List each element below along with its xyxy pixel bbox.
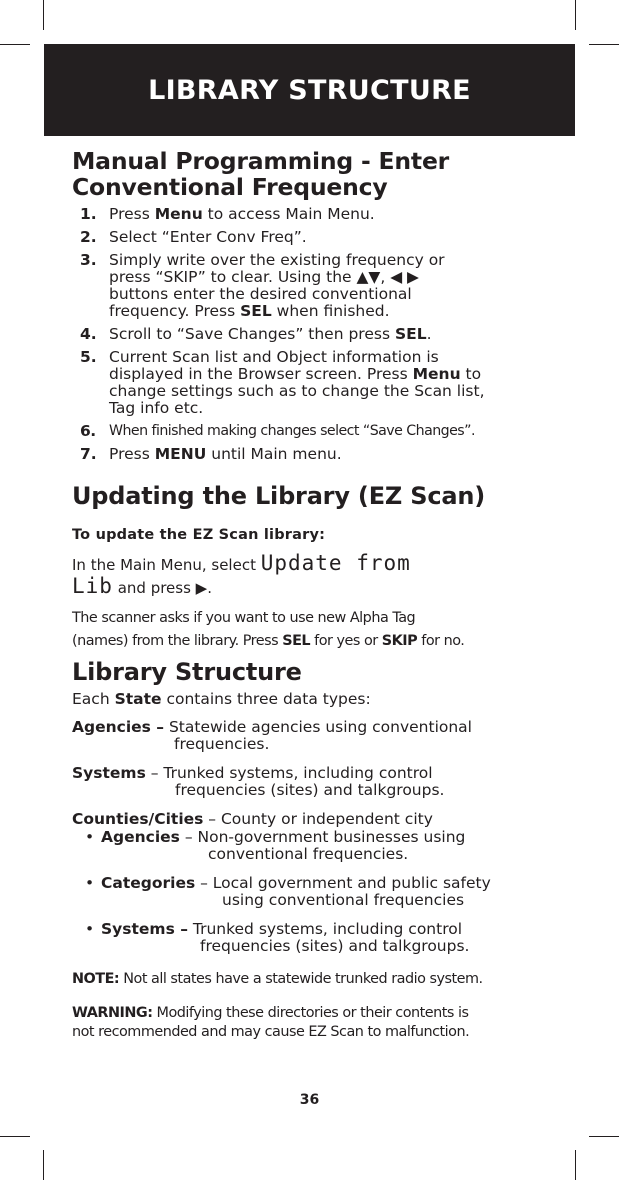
crop-mark bbox=[0, 44, 30, 45]
bullet-dot: • bbox=[85, 874, 95, 892]
para-text: (names) from the library. Press bbox=[72, 633, 283, 649]
step-item bbox=[72, 252, 552, 320]
bullet-item bbox=[72, 829, 552, 863]
step-text: Scroll to “Save Changes” then press bbox=[109, 325, 395, 343]
page-number: 36 bbox=[299, 1092, 320, 1108]
paragraph-update bbox=[72, 553, 552, 599]
step-text: Press bbox=[109, 445, 155, 463]
note bbox=[72, 970, 552, 989]
definition-text: frequencies (sites) and talkgroups. bbox=[175, 781, 445, 799]
page-content bbox=[72, 148, 552, 1042]
para-text: for no. bbox=[417, 633, 465, 649]
bullet-item bbox=[72, 875, 552, 909]
section-title-manual-programming bbox=[72, 148, 552, 200]
step-text: when finished. bbox=[271, 302, 390, 320]
step-text: frequency. Press bbox=[109, 302, 241, 320]
warning-text: not recommended and may cause EZ Scan to malfunction. bbox=[72, 1024, 470, 1040]
step-item bbox=[72, 229, 552, 246]
definition-text: – Non-government businesses using bbox=[179, 828, 466, 846]
definition-agencies bbox=[72, 719, 552, 753]
step-text: press “SKIP” to clear. Using the ▲▼, ◀ ▶ bbox=[109, 268, 419, 286]
step-key: Menu bbox=[412, 365, 461, 383]
step-key: MENU bbox=[154, 445, 207, 463]
crop-mark bbox=[43, 1150, 44, 1180]
step-text: to access Main Menu. bbox=[202, 205, 375, 223]
definition-text: frequencies (sites) and talkgroups. bbox=[200, 937, 470, 955]
step-number: 7. bbox=[80, 445, 97, 463]
crop-mark bbox=[0, 1136, 30, 1137]
warning-label: WARNING: bbox=[72, 1005, 153, 1021]
step-key: SEL bbox=[394, 325, 427, 343]
term: Agencies bbox=[101, 828, 180, 846]
step-number: 1. bbox=[80, 205, 97, 223]
step-item bbox=[72, 349, 552, 417]
definition-text: – Trunked systems, including control bbox=[145, 764, 433, 782]
crop-mark bbox=[589, 44, 619, 45]
steps-list bbox=[72, 206, 552, 463]
para-text: The scanner asks if you want to use new Alpha Tag bbox=[72, 610, 416, 626]
definition-text: Statewide agencies using conventional bbox=[164, 718, 472, 736]
title-line: Conventional Frequency bbox=[72, 173, 388, 201]
para-text: Each bbox=[72, 690, 115, 708]
definition-text: conventional frequencies. bbox=[208, 845, 409, 863]
definition-text: – County or independent city bbox=[203, 810, 433, 828]
step-text: until Main menu. bbox=[206, 445, 342, 463]
step-item bbox=[72, 446, 552, 463]
definition-counties bbox=[72, 811, 552, 828]
term: State bbox=[114, 690, 162, 708]
lcd-text: Lib bbox=[72, 574, 113, 598]
key-label: SKIP bbox=[381, 633, 418, 649]
term: Systems – bbox=[101, 920, 188, 938]
warning-text: Modifying these directories or their contents is bbox=[152, 1005, 469, 1021]
step-text: buttons enter the desired conventional bbox=[109, 285, 412, 303]
subsection-title: To update the EZ Scan library: bbox=[72, 527, 326, 543]
section-title-updating-library: Updating the Library (EZ Scan) bbox=[72, 482, 486, 510]
step-text: Simply write over the existing frequency or bbox=[109, 251, 445, 269]
step-text: Current Scan list and Object information is bbox=[109, 348, 439, 366]
bullet-dot: • bbox=[85, 920, 95, 938]
bullet-dot: • bbox=[85, 828, 95, 846]
step-key: Menu bbox=[154, 205, 203, 223]
definition-text: using conventional frequencies bbox=[222, 891, 465, 909]
step-number: 4. bbox=[80, 325, 97, 343]
note-text: Not all states have a statewide trunked radio system. bbox=[119, 971, 483, 987]
note-label: NOTE: bbox=[72, 971, 120, 987]
step-text: Press bbox=[109, 205, 155, 223]
para-text: contains three data types: bbox=[161, 690, 371, 708]
step-item bbox=[72, 206, 552, 223]
section-title-library-structure: Library Structure bbox=[72, 658, 302, 686]
step-text: Select “Enter Conv Freq”. bbox=[109, 228, 307, 246]
step-key: SEL bbox=[240, 302, 272, 320]
definition-text: – Local government and public safety bbox=[195, 874, 491, 892]
definition-text: Trunked systems, including control bbox=[187, 920, 463, 938]
title-line: Manual Programming - Enter bbox=[72, 147, 450, 175]
step-text: change settings such as to change the Scan list, bbox=[109, 382, 485, 400]
term: Agencies – bbox=[72, 718, 165, 736]
definition-systems bbox=[72, 765, 552, 799]
intro-text bbox=[72, 691, 552, 708]
para-text: for yes or bbox=[310, 633, 382, 649]
crop-mark bbox=[575, 0, 576, 30]
step-text: to bbox=[460, 365, 482, 383]
term: Systems bbox=[72, 764, 146, 782]
page-header-title: LIBRARY STRUCTURE bbox=[148, 74, 471, 106]
bullet-item bbox=[72, 921, 552, 955]
step-number: 5. bbox=[80, 348, 97, 366]
warning bbox=[72, 1004, 552, 1042]
page-header bbox=[44, 44, 575, 136]
step-text: . bbox=[426, 325, 432, 343]
crop-mark bbox=[575, 1150, 576, 1180]
step-number: 3. bbox=[80, 251, 97, 269]
paragraph-alpha-tag bbox=[72, 607, 552, 653]
step-item bbox=[72, 423, 552, 440]
crop-mark bbox=[43, 0, 44, 30]
step-item bbox=[72, 326, 552, 343]
key-label: SEL bbox=[282, 633, 311, 649]
step-text: Tag info etc. bbox=[109, 399, 204, 417]
step-text: When finished making changes select “Save Changes”. bbox=[109, 423, 475, 439]
para-text: and press ▶. bbox=[112, 579, 212, 597]
step-text: displayed in the Browser screen. Press bbox=[109, 365, 413, 383]
definition-text: frequencies. bbox=[174, 735, 270, 753]
term: Categories bbox=[101, 874, 196, 892]
step-number: 2. bbox=[80, 228, 97, 246]
lcd-text: Update from bbox=[260, 551, 411, 575]
step-number: 6. bbox=[80, 422, 96, 440]
para-text: In the Main Menu, select bbox=[72, 556, 261, 574]
crop-mark bbox=[589, 1136, 619, 1137]
term: Counties/Cities bbox=[72, 810, 204, 828]
